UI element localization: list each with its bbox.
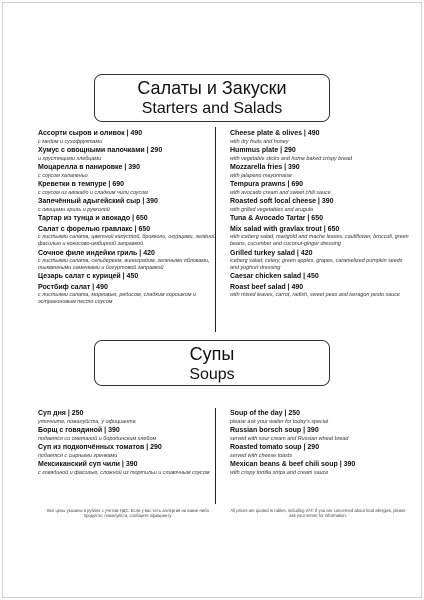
menu-item xyxy=(38,147,218,162)
menu-item xyxy=(230,427,410,442)
menu-item-description: with mixed leaves, carrot, radish, sweet peas and tarragon pesto sauce xyxy=(230,292,400,299)
footer-note-ru: Все цены указаны в рублях с учетом НДС. Если у вас есть аллергия на какие-либо продукты, пожалуйста, сообщите официанту. xyxy=(47,508,209,519)
menu-item-description: с листьями салата, сельдереем, виноградом, зелеными яблоками, тыквенными семечками и йогуртовой заправкой xyxy=(38,258,210,271)
menu-item xyxy=(38,427,218,442)
menu-item-description: уточните, пожалуйста, у официанта xyxy=(38,418,136,425)
menu-item xyxy=(38,444,218,459)
menu-item-name: Mexican beans & beef chili soup | 390 xyxy=(230,461,356,469)
menu-item-name: Mix salad with gravlax trout | 650 xyxy=(230,225,340,233)
menu-item-description: с соусом халапеньо xyxy=(38,172,88,179)
salads-title-ru: Салаты и Закуски xyxy=(137,78,287,98)
menu-item xyxy=(230,147,410,162)
menu-item xyxy=(38,130,218,145)
menu-item xyxy=(38,215,218,224)
menu-item-description: с соусом из авокадо и сладким чили соусом xyxy=(38,189,148,196)
menu-item xyxy=(38,181,218,196)
menu-item xyxy=(230,181,410,196)
menu-item-name: Ассорти сыров и оливок | 490 xyxy=(38,130,143,137)
menu-item-name: Суп дня | 250 xyxy=(38,410,84,417)
menu-item xyxy=(230,284,410,299)
menu-item-description: with crispy tortilla strips and cream sauce xyxy=(230,469,329,476)
menu-item xyxy=(230,130,410,145)
menu-item-name: Моцарелла в панировке | 390 xyxy=(38,164,140,172)
menu-item-name: Roasted tomato soup | 290 xyxy=(230,444,320,452)
menu-item-name: Roasted soft local cheese | 390 xyxy=(230,198,334,206)
menu-item-description: iceberg salad, celery, green apples, grapes, caramelized pumpkin seeds and yoghurt dressing xyxy=(230,258,403,271)
menu-item-description: with dry fruits and honey xyxy=(230,138,289,145)
soups-title-ru: Супы xyxy=(189,344,235,364)
menu-item-name: Сочное филе индейки гриль | 420 xyxy=(38,249,155,257)
menu-item-name: Креветки в темпуре | 690 xyxy=(38,181,125,189)
menu-item-name: Тартар из тунца и авокадо | 650 xyxy=(38,215,148,223)
menu-item-name: Hummus plate | 290 xyxy=(230,147,296,155)
menu-item-description: with grilled vegetables and arugula xyxy=(230,206,314,213)
menu-item-name: Caesar chicken salad | 450 xyxy=(230,273,319,281)
menu-item-description: с листьями салата, цветной капустой, брокколи, огурцами, зелёной фасолью и кокосово-имбирной заправкой xyxy=(38,234,216,248)
menu-item-description: with avocado cream and sweet chili sauce xyxy=(230,189,331,196)
menu-item-description: served with sour cream and Russian wheat bread xyxy=(230,435,349,442)
menu-item-description: с листьями салата, морковью, редисом, сладким горошком и эстрагоновым песто соусом xyxy=(38,292,196,305)
menu-item-name: Grilled turkey salad | 420 xyxy=(230,249,313,257)
menu-item xyxy=(230,215,410,224)
salads-section-title xyxy=(94,74,330,122)
menu-item xyxy=(230,164,410,179)
salads-title-en: Starters and Salads xyxy=(141,100,283,117)
menu-item xyxy=(38,284,218,306)
menu-item-name: Roast beef salad | 490 xyxy=(230,283,304,291)
menu-item xyxy=(38,461,218,476)
menu-item-description: with vegetable sticks and home baked crispy bread xyxy=(230,155,352,162)
menu-item-name: Ростбиф салат | 490 xyxy=(38,283,108,291)
menu-item-description: please ask your waiter for today's special xyxy=(230,418,329,425)
menu-item-name: Хумус с овощными палочками | 290 xyxy=(38,147,163,155)
menu-item-description: with jalapeno mayonnaise xyxy=(230,172,293,179)
menu-item-name: Запечённый адыгейский сыр | 390 xyxy=(38,198,158,206)
menu-item-description: подается со сметаной и бородинским хлебом xyxy=(38,435,157,442)
menu-item-name: Салат с форелью гравлакс | 650 xyxy=(38,225,151,233)
menu-item-name: Tempura prawns | 690 xyxy=(230,181,304,189)
menu-item xyxy=(230,461,410,476)
menu-item xyxy=(230,198,410,213)
menu-item-name: Суп из подкопчённых томатов | 290 xyxy=(38,444,162,452)
menu-item-description: served with cheese toasts xyxy=(230,452,293,459)
menu-item xyxy=(38,273,218,282)
menu-item xyxy=(38,410,218,425)
menu-item-name: Мексиканский суп чили | 390 xyxy=(38,461,138,469)
menu-item xyxy=(230,226,410,248)
menu-item-name: Цезарь салат с курицей | 450 xyxy=(38,273,139,281)
menu-item-name: Cheese plate & olives | 490 xyxy=(230,130,320,137)
menu-item xyxy=(38,250,218,272)
menu-item-name: Russian borsch soup | 390 xyxy=(230,427,319,435)
menu-item-name: Soup of the day | 250 xyxy=(230,410,301,417)
menu-item-description: с медом и сухофруктами xyxy=(38,138,103,145)
menu-item-description: с овощами гриль и рукколой xyxy=(38,206,110,213)
menu-item-description: и хрустящими хлебцами xyxy=(38,155,102,162)
menu-item xyxy=(38,198,218,213)
menu-item-name: Mozzarella fries | 390 xyxy=(230,164,300,172)
menu-item-name: Tuna & Avocado Tartar | 650 xyxy=(230,215,323,223)
menu-item-description: подается с сырными гренками xyxy=(38,452,118,459)
menu-item xyxy=(230,444,410,459)
menu-item xyxy=(230,250,410,272)
salads-list-en xyxy=(230,130,410,301)
soups-list-en xyxy=(230,410,410,478)
soups-list-ru xyxy=(38,410,218,478)
menu-item-name: Борщ с говядиной | 390 xyxy=(38,427,120,435)
menu-item xyxy=(230,273,410,282)
salads-list-ru xyxy=(38,130,218,308)
footer-note-en: All prices are quoted in rubles, including VAT. If you are concerned about food allergies, please ask your server for information. xyxy=(230,508,406,519)
soups-title-en: Soups xyxy=(189,366,235,383)
menu-item-description: with iceberg salad, marigold and mache leaves, cauliflower, broccoli, green beans, cucumber and coconut-ginger dressing xyxy=(230,234,409,248)
menu-item xyxy=(38,164,218,179)
menu-item xyxy=(38,226,218,248)
menu-item xyxy=(230,410,410,425)
soups-section-title xyxy=(94,340,330,386)
menu-item-description: с говядиной и фасолью, сложной из тортильи и сливочным соусом xyxy=(38,469,210,476)
